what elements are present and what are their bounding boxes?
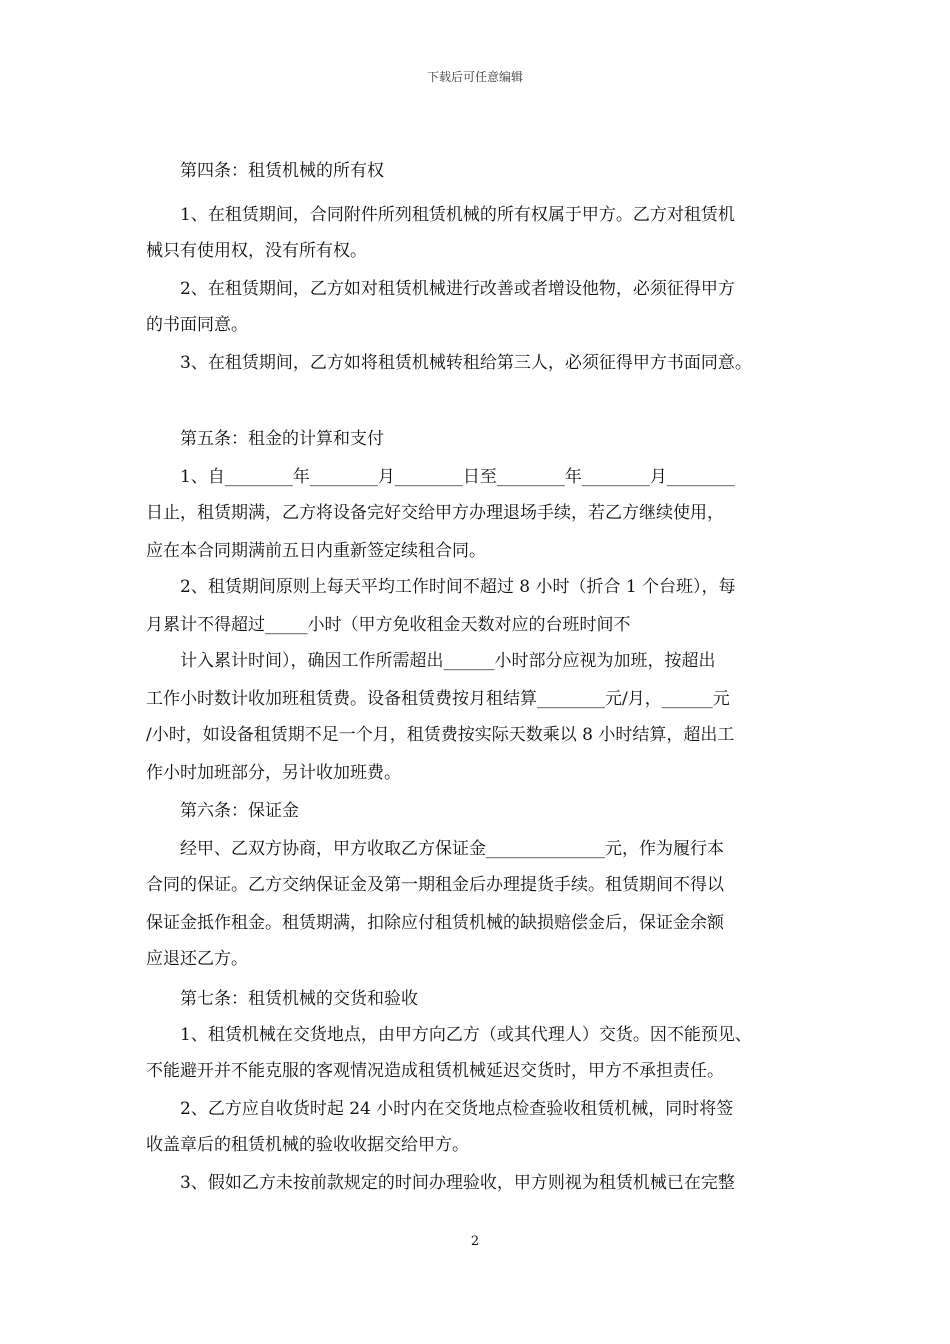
- paragraph-line: 2、乙方应自收货时起 24 小时内在交货地点检查验收租赁机械，同时将签: [180, 1099, 734, 1119]
- paragraph-line: 应退还乙方。: [146, 949, 248, 969]
- paragraph-line: 作小时加班部分，另计收加班费。: [146, 763, 401, 783]
- paragraph-line: 月累计不得超过_____小时（甲方免收租金天数对应的台班时间不: [146, 615, 631, 635]
- paragraph-line: 应在本合同期满前五日内重新签定续租合同。: [146, 541, 486, 561]
- page-header: 下载后可任意编辑: [426, 70, 523, 84]
- paragraph-line: 经甲、乙双方协商，甲方收取乙方保证金______________元，作为履行本: [180, 839, 724, 859]
- article-4-title: 第四条：租赁机械的所有权: [180, 161, 384, 181]
- paragraph-line: 工作小时数计收加班租赁费。设备租赁费按月租结算________元/月，______元: [146, 689, 730, 709]
- paragraph-line: 不能避开并不能克服的客观情况造成租赁机械延迟交货时，甲方不承担责任。: [146, 1061, 724, 1081]
- paragraph-line: 收盖章后的租赁机械的验收收据交给甲方。: [146, 1135, 469, 1155]
- page-number: 2: [470, 1234, 480, 1249]
- article-6-title: 第六条：保证金: [180, 801, 299, 821]
- paragraph-line: 2、在租赁期间，乙方如对租赁机械进行改善或者增设他物，必须征得甲方: [180, 279, 735, 299]
- paragraph-line: 1、在租赁期间，合同附件所列租赁机械的所有权属于甲方。乙方对租赁机: [180, 205, 735, 225]
- paragraph-line: 1、自________年________月________日至________年________月________: [180, 467, 735, 487]
- paragraph-line: 计入累计时间），确因工作所需超出______小时部分应视为加班，按超出: [180, 651, 716, 671]
- paragraph-line: 3、在租赁期间，乙方如将租赁机械转租给第三人，必须征得甲方书面同意。: [180, 353, 752, 373]
- paragraph-line: 2、租赁期间原则上每天平均工作时间不超过 8 小时（折合 1 个台班），每: [180, 577, 736, 597]
- article-5-title: 第五条：租金的计算和支付: [180, 429, 384, 449]
- paragraph-line: 1、租赁机械在交货地点，由甲方向乙方（或其代理人）交货。因不能预见、: [180, 1025, 752, 1045]
- paragraph-line: 保证金抵作租金。租赁期满，扣除应付租赁机械的缺损赔偿金后，保证金余额: [146, 913, 724, 933]
- article-7-title: 第七条：租赁机械的交货和验收: [180, 989, 418, 1009]
- paragraph-line: 合同的保证。乙方交纳保证金及第一期租金后办理提货手续。租赁期间不得以: [146, 875, 724, 895]
- paragraph-line: 3、假如乙方未按前款规定的时间办理验收，甲方则视为租赁机械已在完整: [180, 1173, 735, 1193]
- paragraph-line: 日止，租赁期满，乙方将设备完好交给甲方办理退场手续，若乙方继续使用，: [146, 503, 724, 523]
- paragraph-line: 械只有使用权，没有所有权。: [146, 241, 367, 261]
- paragraph-line: 的书面同意。: [146, 315, 248, 335]
- paragraph-line: /小时，如设备租赁期不足一个月，租赁费按实际天数乘以 8 小时结算，超出工: [146, 725, 735, 745]
